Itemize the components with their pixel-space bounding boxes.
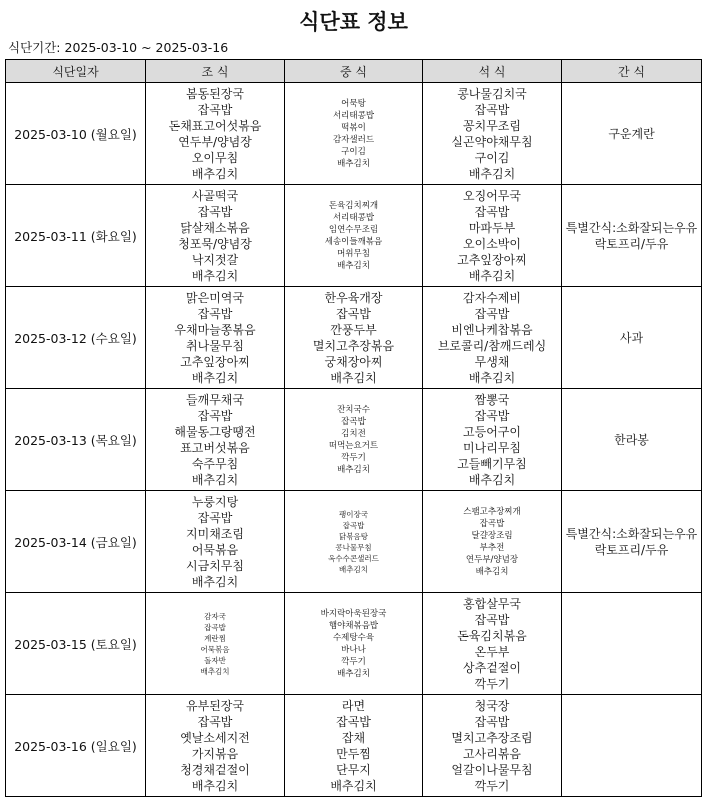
menu-item: 깍두기 (474, 676, 510, 691)
menu-item: 잡곡밥 (474, 408, 510, 423)
menu-item: 잡곡밥 (197, 204, 233, 219)
menu-item: 잡곡밥 (204, 622, 226, 632)
menu-item: 옥수수콘샐러드 (328, 553, 379, 563)
menu-item: 배추김치 (468, 472, 516, 487)
menu-item: 만두찜 (336, 746, 371, 761)
menu-item: 봄동된장국 (186, 86, 244, 101)
menu-item: 지미채조림 (186, 526, 244, 541)
menu-item: 고추잎장아찌 (180, 354, 250, 369)
breakfast-cell (146, 185, 285, 287)
menu-item: 누룽지탕 (191, 494, 239, 509)
snack-cell (562, 185, 702, 287)
table-row (6, 593, 702, 695)
menu-item: 라면 (341, 698, 366, 713)
snack-item: 락토프리/두유 (594, 542, 669, 557)
dinner-cell (423, 185, 562, 287)
menu-item: 잡곡밥 (342, 520, 365, 530)
menu-item: 짬뽕국 (474, 392, 510, 407)
menu-item: 우채마늘쫑볶음 (174, 322, 256, 337)
menu-item: 고추잎장아찌 (457, 252, 527, 267)
breakfast-menu-list (146, 290, 284, 386)
menu-item: 돈육김치볶음 (457, 628, 527, 643)
dinner-cell (423, 593, 562, 695)
menu-item: 사골떡국 (191, 188, 239, 203)
breakfast-menu-list (146, 86, 284, 182)
menu-item: 배추김치 (191, 268, 239, 283)
dinner-menu-list (423, 596, 561, 692)
menu-item: 마파두부 (468, 220, 516, 235)
menu-item: 온두부 (474, 644, 510, 659)
menu-item: 구이김 (474, 150, 510, 165)
menu-item: 바나나 (341, 644, 366, 655)
menu-item: 계란찜 (204, 633, 226, 643)
menu-item: 세송이들깨볶음 (324, 236, 383, 247)
menu-item: 궁채장아찌 (324, 354, 383, 369)
menu-item: 서리태콩밥 (332, 110, 375, 121)
lunch-cell (285, 695, 423, 797)
menu-item: 닭살채소볶음 (180, 220, 250, 235)
menu-item: 잡채 (341, 730, 366, 745)
menu-item: 스팸고추장찌개 (463, 506, 521, 517)
snack-cell (562, 593, 702, 695)
lunch-menu-list (285, 608, 422, 680)
lunch-cell (285, 287, 423, 389)
snack-menu-list (562, 526, 701, 558)
menu-item: 맑은미역국 (186, 290, 244, 305)
table-row (6, 287, 702, 389)
menu-item: 홍합살무국 (463, 596, 521, 611)
menu-item: 취나물무침 (186, 338, 244, 353)
menu-item: 얼갈이나물무침 (451, 762, 533, 777)
lunch-cell (285, 83, 423, 185)
lunch-menu-list (285, 698, 422, 794)
menu-item: 깍두기 (474, 778, 510, 793)
snack-item: 한라봉 (614, 432, 649, 447)
menu-item: 브로콜리/참깨드레싱 (437, 338, 547, 353)
menu-item: 멸치고추장조림 (451, 730, 533, 745)
menu-item: 잡곡밥 (336, 714, 371, 729)
snack-cell (562, 491, 702, 593)
date-cell: 2025-03-15 (토요일) (6, 593, 146, 695)
lunch-cell (285, 491, 423, 593)
menu-item: 배추김치 (330, 370, 377, 385)
menu-item: 들깨무채국 (186, 392, 244, 407)
table-row (6, 695, 702, 797)
menu-item: 잡곡밥 (336, 306, 371, 321)
menu-item: 배추김치 (339, 564, 368, 574)
column-header-breakfast: 조 식 (146, 60, 285, 83)
menu-item: 수제탕수육 (332, 632, 375, 643)
date-cell: 2025-03-12 (수요일) (6, 287, 146, 389)
lunch-cell (285, 593, 423, 695)
menu-item: 연두부/양념장 (465, 554, 519, 565)
table-row (6, 83, 702, 185)
menu-item: 감자수제비 (463, 290, 521, 305)
menu-item: 돌자반 (204, 655, 226, 665)
snack-item: 특별간식:소화잘되는우유 (565, 526, 698, 541)
menu-item: 배추김치 (337, 668, 370, 679)
menu-item: 미나리무침 (463, 440, 521, 455)
table-row (6, 185, 702, 287)
menu-item: 어묵탕 (341, 98, 366, 109)
menu-item: 잡곡밥 (474, 714, 510, 729)
snack-cell (562, 695, 702, 797)
menu-item: 배추김치 (468, 268, 516, 283)
snack-menu-list (562, 220, 701, 252)
menu-item: 깍두기 (341, 656, 366, 667)
menu-item: 배추김치 (191, 472, 239, 487)
menu-item: 고등어구이 (463, 424, 521, 439)
lunch-menu-list (285, 98, 422, 170)
menu-item: 잡곡밥 (197, 510, 233, 525)
menu-item: 서리태콩밥 (332, 212, 375, 223)
menu-item: 유부된장국 (186, 698, 244, 713)
menu-item: 어묵볶음 (200, 644, 230, 654)
menu-item: 잔치국수 (337, 404, 370, 415)
menu-item: 단무지 (336, 762, 371, 777)
lunch-menu-list (285, 509, 422, 575)
menu-item: 김치전 (341, 428, 366, 439)
page-title: 식단표 정보 (299, 10, 408, 34)
menu-item: 감자샐러드 (332, 134, 375, 145)
menu-item: 상추겉절이 (463, 660, 521, 675)
menu-item: 배추김치 (475, 566, 509, 577)
menu-item: 배추김치 (330, 778, 377, 793)
menu-item: 오이무침 (191, 150, 239, 165)
breakfast-menu-list (146, 392, 284, 488)
lunch-cell (285, 185, 423, 287)
menu-item: 닭볶음탕 (339, 531, 368, 541)
menu-item: 시금치무침 (186, 558, 244, 573)
menu-item: 비엔나케찹볶음 (451, 322, 533, 337)
menu-item: 떠먹는요거트 (328, 440, 379, 451)
menu-item: 배추김치 (337, 158, 370, 169)
menu-item: 청포묵/양념장 (178, 236, 252, 251)
column-header-date: 식단일자 (6, 60, 146, 83)
snack-menu-list (562, 126, 701, 142)
menu-item: 배추김치 (468, 166, 516, 181)
menu-item: 옛날소세지전 (180, 730, 250, 745)
dinner-cell (423, 695, 562, 797)
snack-item: 사과 (619, 330, 644, 345)
breakfast-menu-list (146, 188, 284, 284)
date-cell: 2025-03-14 (금요일) (6, 491, 146, 593)
menu-item: 잡곡밥 (197, 102, 233, 117)
menu-item: 콩나물김치국 (457, 86, 527, 101)
menu-item: 고들빼기무침 (457, 456, 527, 471)
column-header-dinner: 석 식 (423, 60, 562, 83)
menu-item: 낙지젓갈 (191, 252, 239, 267)
lunch-menu-list (285, 404, 422, 476)
snack-menu-list (562, 330, 701, 346)
menu-item: 잡곡밥 (197, 408, 233, 423)
menu-item: 콩나물무침 (335, 542, 372, 552)
menu-item: 머위무침 (337, 248, 370, 259)
snack-item: 구운계란 (608, 126, 655, 141)
breakfast-cell (146, 593, 285, 695)
menu-item: 배추김치 (337, 260, 370, 271)
menu-item: 햄야채볶음밥 (328, 620, 379, 631)
snack-cell (562, 389, 702, 491)
lunch-menu-list (285, 200, 422, 272)
table-row (6, 389, 702, 491)
menu-item: 구이김 (341, 146, 366, 157)
menu-item: 잡곡밥 (341, 416, 366, 427)
menu-item: 가지볶음 (191, 746, 239, 761)
table-header-row (6, 60, 702, 83)
breakfast-cell (146, 83, 285, 185)
menu-period: 식단기간: 2025-03-10 ~ 2025-03-16 (8, 40, 229, 55)
date-cell: 2025-03-16 (일요일) (6, 695, 146, 797)
lunch-menu-list (285, 290, 422, 386)
dinner-cell (423, 491, 562, 593)
lunch-cell (285, 389, 423, 491)
breakfast-cell (146, 491, 285, 593)
menu-item: 고사리볶음 (463, 746, 521, 761)
menu-item: 잡곡밥 (474, 612, 510, 627)
menu-item: 잡곡밥 (474, 102, 510, 117)
menu-item: 실곤약야채무침 (451, 134, 533, 149)
menu-item: 해물동그랑땡전 (174, 424, 256, 439)
date-cell: 2025-03-11 (화요일) (6, 185, 146, 287)
menu-item: 배추김치 (191, 778, 239, 793)
menu-item: 배추김치 (191, 166, 239, 181)
menu-item: 잡곡밥 (197, 714, 233, 729)
dinner-menu-list (423, 188, 561, 284)
column-header-snack: 간 식 (562, 60, 702, 83)
menu-item: 어묵볶음 (191, 542, 239, 557)
date-cell: 2025-03-13 (목요일) (6, 389, 146, 491)
snack-item: 락토프리/두유 (594, 236, 669, 251)
menu-item: 배추김치 (200, 666, 230, 676)
menu-item: 깍두기 (341, 452, 366, 463)
menu-item: 한우육개장 (324, 290, 383, 305)
menu-item: 배추김치 (191, 574, 239, 589)
breakfast-cell (146, 695, 285, 797)
menu-item: 달걀장조림 (471, 530, 513, 541)
dinner-menu-list (423, 698, 561, 794)
dinner-cell (423, 287, 562, 389)
table-row (6, 491, 702, 593)
menu-item: 부추전 (479, 542, 505, 553)
menu-item: 잡곡밥 (197, 306, 233, 321)
dinner-menu-list (423, 392, 561, 488)
breakfast-menu-list (146, 698, 284, 794)
menu-item: 돈채표고어섯볶음 (168, 118, 262, 133)
menu-item: 임연수무조림 (328, 224, 379, 235)
snack-item: 특별간식:소화잘되는우유 (565, 220, 698, 235)
breakfast-menu-list (146, 494, 284, 590)
dinner-cell (423, 389, 562, 491)
dinner-cell (423, 83, 562, 185)
menu-item: 무생채 (474, 354, 510, 369)
snack-menu-list (562, 432, 701, 448)
menu-item: 팽이장국 (339, 509, 368, 519)
menu-item: 배추김치 (337, 464, 370, 475)
table-body (6, 83, 702, 797)
menu-item: 꽁치무조림 (463, 118, 521, 133)
column-header-lunch: 중 식 (285, 60, 423, 83)
menu-item: 떡볶이 (341, 122, 366, 133)
dinner-menu-list (423, 290, 561, 386)
menu-item: 돈육김치찌개 (328, 200, 379, 211)
menu-item: 청경채겉절이 (180, 762, 250, 777)
meal-plan-table (5, 59, 702, 797)
date-cell: 2025-03-10 (월요일) (6, 83, 146, 185)
menu-item: 잡곡밥 (479, 518, 505, 529)
menu-item: 오이소박이 (463, 236, 521, 251)
menu-item: 깐풍두부 (330, 322, 377, 337)
menu-item: 숙주무침 (191, 456, 239, 471)
breakfast-cell (146, 389, 285, 491)
menu-item: 연두부/양념장 (178, 134, 252, 149)
snack-cell (562, 83, 702, 185)
breakfast-cell (146, 287, 285, 389)
menu-item: 배추김치 (468, 370, 516, 385)
menu-item: 바지락아욱된장국 (320, 608, 387, 619)
menu-item: 감자국 (204, 611, 226, 621)
menu-item: 표고버섯볶음 (180, 440, 250, 455)
menu-item: 잡곡밥 (474, 306, 510, 321)
dinner-menu-list (423, 86, 561, 182)
menu-item: 잡곡밥 (474, 204, 510, 219)
menu-item: 멸치고추장볶음 (312, 338, 395, 353)
dinner-menu-list (423, 506, 561, 578)
snack-cell (562, 287, 702, 389)
menu-item: 오징어무국 (463, 188, 521, 203)
breakfast-menu-list (146, 611, 284, 677)
menu-item: 배추김치 (191, 370, 239, 385)
menu-item: 청국장 (474, 698, 510, 713)
